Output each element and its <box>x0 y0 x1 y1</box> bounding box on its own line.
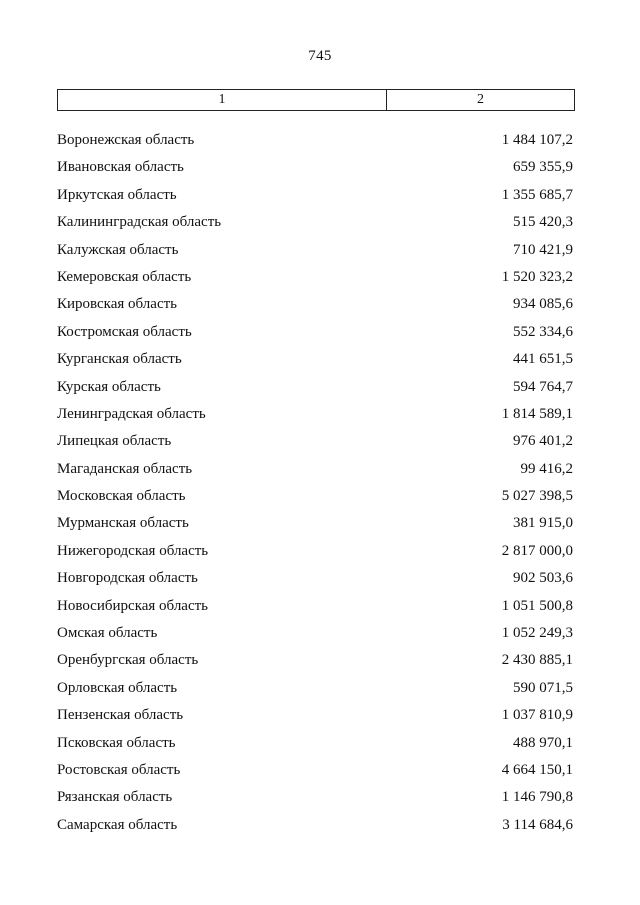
region-value-cell: 4 664 150,1 <box>501 761 573 778</box>
region-name-cell: Рязанская область <box>57 789 173 806</box>
region-value-cell: 594 764,7 <box>513 378 573 395</box>
region-name-cell: Ростовская область <box>57 761 181 778</box>
region-value-cell: 2 817 000,0 <box>501 542 573 559</box>
table-row <box>57 488 575 515</box>
table-row <box>57 789 575 816</box>
region-name-cell: Кировская область <box>57 296 178 313</box>
table-row <box>57 324 575 351</box>
region-value-cell: 552 334,6 <box>513 323 573 340</box>
table-row <box>57 735 575 762</box>
region-value-cell: 1 355 685,7 <box>501 186 573 203</box>
region-name-cell: Воронежская область <box>57 132 195 148</box>
table-row <box>57 187 575 214</box>
region-name-cell: Мурманская область <box>57 515 189 532</box>
region-name-cell: Калужская область <box>57 241 179 258</box>
region-name-cell: Нижегородская область <box>57 542 209 559</box>
region-name-cell: Ленинградская область <box>57 405 206 422</box>
region-name-cell: Московская область <box>57 488 186 505</box>
table-row <box>57 652 575 679</box>
region-value-cell: 1 037 810,9 <box>501 707 573 724</box>
table-row <box>57 515 575 542</box>
region-name-cell: Орловская область <box>57 679 178 696</box>
table-row <box>57 351 575 378</box>
table-row <box>57 461 575 488</box>
region-value-cell: 99 416,2 <box>520 460 573 477</box>
region-name-cell: Калининградская область <box>57 214 222 231</box>
table-row <box>57 598 575 625</box>
region-name-cell: Иркутская область <box>57 186 177 203</box>
region-value-cell: 3 114 684,6 <box>502 816 573 833</box>
table-row <box>57 817 575 844</box>
table-row <box>57 762 575 789</box>
region-name-cell: Липецкая область <box>57 433 172 450</box>
region-value-cell: 590 071,5 <box>513 679 573 696</box>
region-value-cell: 5 027 398,5 <box>501 488 573 505</box>
region-value-cell: 710 421,9 <box>513 241 573 258</box>
table-row <box>57 680 575 707</box>
region-name-cell: Оренбургская область <box>57 652 199 669</box>
region-value-cell: 1 051 500,8 <box>501 597 573 614</box>
table-row <box>57 214 575 241</box>
region-value-cell: 488 970,1 <box>513 734 573 751</box>
region-value-cell: 381 915,0 <box>513 515 573 532</box>
region-name-cell: Курганская область <box>57 351 182 368</box>
page-number: 745 <box>308 48 332 64</box>
table-row <box>57 242 575 269</box>
table-row <box>57 433 575 460</box>
region-value-cell: 1 814 589,1 <box>501 405 573 422</box>
region-value-cell: 515 420,3 <box>513 214 573 231</box>
region-name-cell: Костромская область <box>57 323 192 340</box>
region-name-cell: Ивановская область <box>57 159 184 176</box>
region-name-cell: Псковская область <box>57 734 176 751</box>
region-value-cell: 659 355,9 <box>513 159 573 176</box>
table-row <box>57 707 575 734</box>
table-body <box>57 132 575 844</box>
region-value-cell: 934 085,6 <box>513 296 573 313</box>
region-name-cell: Кемеровская область <box>57 268 192 285</box>
region-name-cell: Самарская область <box>57 816 178 833</box>
table-row <box>57 132 575 159</box>
region-name-cell: Омская область <box>57 625 158 642</box>
region-name-cell: Новосибирская область <box>57 597 209 614</box>
table-row <box>57 159 575 186</box>
region-name-cell: Курская область <box>57 378 161 395</box>
region-value-cell: 976 401,2 <box>513 433 573 450</box>
table-row <box>57 406 575 433</box>
region-value-cell: 1 052 249,3 <box>501 625 573 642</box>
table-row <box>57 379 575 406</box>
region-value-cell: 1 146 790,8 <box>501 789 573 806</box>
region-value-cell: 902 503,6 <box>513 570 573 587</box>
region-value-cell: 1 484 107,2 <box>501 132 573 148</box>
region-value-cell: 2 430 885,1 <box>501 652 573 669</box>
table-row <box>57 570 575 597</box>
table-row <box>57 625 575 652</box>
table-header-cell-1: 1 <box>57 89 387 111</box>
table-row <box>57 269 575 296</box>
region-name-cell: Пензенская область <box>57 707 184 724</box>
table-row <box>57 296 575 323</box>
region-name-cell: Новгородская область <box>57 570 198 587</box>
table-header-row <box>57 89 575 111</box>
table-row <box>57 543 575 570</box>
table-header-cell-2: 2 <box>387 89 575 111</box>
region-value-cell: 441 651,5 <box>513 351 573 368</box>
region-value-cell: 1 520 323,2 <box>501 268 573 285</box>
region-name-cell: Магаданская область <box>57 460 193 477</box>
